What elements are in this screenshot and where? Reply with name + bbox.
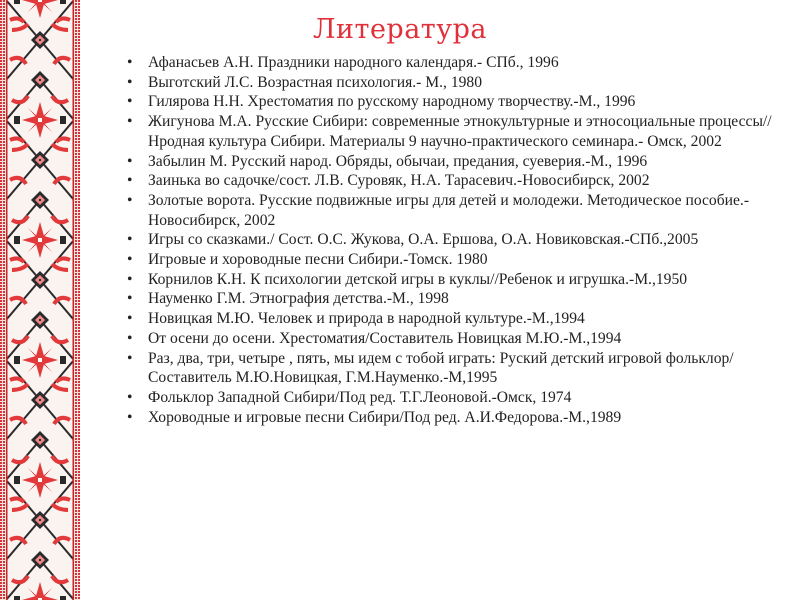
bibliography-item-text: Корнилов К.Н. К психологии детской игры в куклы//Ребенок и игрушка.-М.,1950 xyxy=(148,270,688,288)
slide-title xyxy=(0,14,800,45)
bullet-icon: • xyxy=(127,54,133,71)
bibliography-item-text: Гилярова Н.Н. Хрестоматия по русскому народному творчеству.-М., 1996 xyxy=(148,93,636,111)
bibliography-item-text: Жигунова М.А. Русские Сибири: современные этнокультурные и этносоциальные процессы//Нродная культура Сибири. Материалы 9 научно-практического семинара.- Омск, 2002 xyxy=(148,113,772,150)
bullet-icon: • xyxy=(127,349,133,367)
bibliography-item xyxy=(127,191,792,230)
bibliography-item xyxy=(127,92,792,112)
bibliography-item-text: Игровые и хороводные песни Сибири.-Томск. 1980 xyxy=(148,251,488,269)
bibliography-item-text: Выготский Л.С. Возрастная психология.- М., 1980 xyxy=(148,73,483,91)
bibliography-item-text: Науменко Г.М. Этнография детства.-М., 1998 xyxy=(148,290,449,308)
bibliography-item xyxy=(127,289,792,309)
bullet-icon: • xyxy=(127,172,133,190)
embroidery-ornament-border xyxy=(0,0,80,600)
bibliography-item xyxy=(127,349,792,388)
bullet-icon: • xyxy=(127,251,133,269)
bullet-icon: • xyxy=(127,290,133,308)
bullet-icon: • xyxy=(127,408,133,426)
bullet-icon: • xyxy=(127,310,133,328)
bullet-icon: • xyxy=(127,73,133,91)
bibliography-item xyxy=(127,73,792,93)
bibliography-item-text: Фольклор Западной Сибири/Под ред. Т.Г.Леоновой.-Омск, 1974 xyxy=(148,388,572,406)
bullet-icon: • xyxy=(127,388,133,406)
bibliography-item xyxy=(127,309,792,329)
bibliography-item-text: Новицкая М.Ю. Человек и природа в народной культуре.-М.,1994 xyxy=(148,310,585,328)
bullet-icon: • xyxy=(127,329,133,347)
bibliography-item-text: Забылин М. Русский народ. Обряды, обычаи, предания, суеверия.-М., 1996 xyxy=(148,152,648,170)
bibliography-item xyxy=(127,230,792,250)
bibliography-item xyxy=(127,152,792,172)
bibliography-item xyxy=(127,408,792,428)
bibliography-item xyxy=(127,388,792,408)
bibliography-item xyxy=(127,270,792,290)
bibliography-item-text: Золотые ворота. Русские подвижные игры для детей и молодежи. Методическое пособие.-Новосибирск, 2002 xyxy=(148,191,750,229)
bullet-icon: • xyxy=(127,113,133,131)
bibliography-item-text: От осени до осени. Хрестоматия/Составитель Новицкая М.Ю.-М.,1994 xyxy=(148,329,622,347)
bullet-icon: • xyxy=(127,231,133,249)
bibliography-item xyxy=(127,171,792,191)
bibliography-item xyxy=(127,53,792,73)
bullet-icon: • xyxy=(127,191,133,209)
bibliography-item-text: Заинька во садочке/сост. Л.В. Суровяк, Н.А. Тарасевич.-Новосибирск, 2002 xyxy=(148,172,650,190)
bibliography-item-text: Игры со сказками./ Сост. О.С. Жукова, О.А. Ершова, О.А. Новиковская.-СПб.,2005 xyxy=(148,231,699,249)
bibliography-item-text: Афанасьев А.Н. Праздники народного календаря.- СПб., 1996 xyxy=(148,54,559,71)
bullet-icon: • xyxy=(127,93,133,111)
bibliography-item xyxy=(127,112,792,151)
bibliography-list xyxy=(127,53,792,427)
bibliography-item-text: Раз, два, три, четыре , пять, мы идем с тобой играть: Руский детский игровой фольклор/Составитель М.Ю.Новицкая, Г.М.Науменко.-М,1995 xyxy=(148,349,734,387)
title-text: Литература xyxy=(312,14,488,45)
bullet-icon: • xyxy=(127,152,133,170)
bibliography-item-text: Хороводные и игровые песни Сибири/Под ред. А.И.Федорова.-М.,1989 xyxy=(148,408,622,426)
bibliography-item xyxy=(127,250,792,270)
bibliography-item xyxy=(127,329,792,349)
bullet-icon: • xyxy=(127,270,133,288)
